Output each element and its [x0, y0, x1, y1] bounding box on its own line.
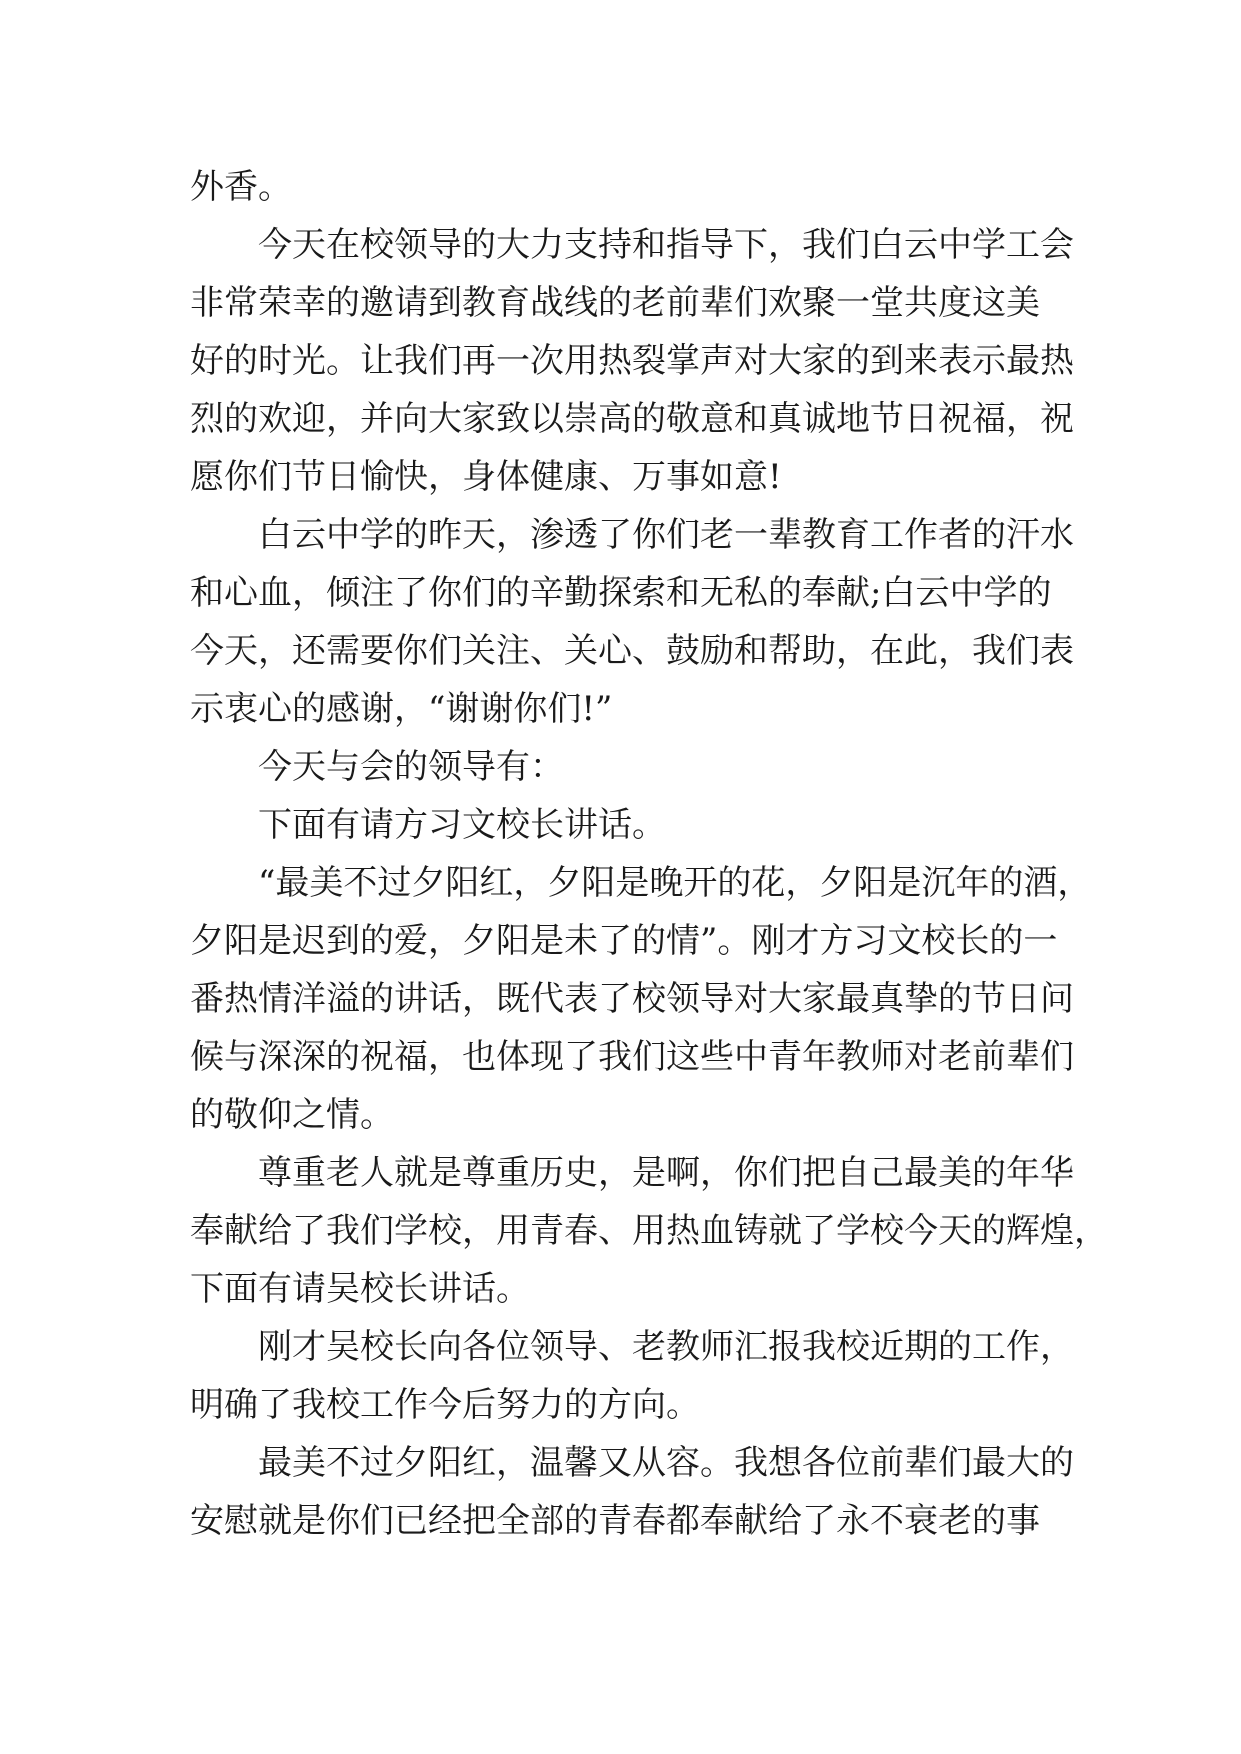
text-line: 外香。 — [190, 167, 292, 207]
text-line: 好的时光。让我们再一次用热裂掌声对大家的到来表示最热 — [190, 341, 1074, 381]
text-line: 白云中学的昨天，渗透了你们老一辈教育工作者的汗水 — [258, 515, 1074, 555]
text-line: 愿你们节日愉快，身体健康、万事如意! — [190, 457, 782, 497]
text-line: 下面有请吴校长讲话。 — [190, 1269, 530, 1309]
text-line: 奉献给了我们学校，用青春、用热血铸就了学校今天的辉煌， — [190, 1211, 1108, 1251]
text-line: 烈的欢迎，并向大家致以崇高的敬意和真诚地节日祝福，祝 — [190, 399, 1074, 439]
text-line: 明确了我校工作今后努力的方向。 — [190, 1385, 700, 1425]
text-line: 和心血，倾注了你们的辛勤探索和无私的奉献;白云中学的 — [190, 573, 1052, 613]
text-line: 今天，还需要你们关注、关心、鼓励和帮助，在此，我们表 — [190, 631, 1074, 671]
text-line: 刚才吴校长向各位领导、老教师汇报我校近期的工作， — [258, 1327, 1074, 1367]
text-line: “最美不过夕阳红，夕阳是晚开的花，夕阳是沉年的酒， — [258, 863, 1092, 903]
text-line: 非常荣幸的邀请到教育战线的老前辈们欢聚一堂共度这美 — [190, 283, 1040, 323]
text-line: 尊重老人就是尊重历史，是啊，你们把自己最美的年华 — [258, 1153, 1074, 1193]
text-line: 番热情洋溢的讲话，既代表了校领导对大家最真挚的节日问 — [190, 979, 1074, 1019]
text-line: 下面有请方习文校长讲话。 — [258, 805, 666, 845]
text-line: 候与深深的祝福，也体现了我们这些中青年教师对老前辈们 — [190, 1037, 1074, 1077]
text-line: 最美不过夕阳红，温馨又从容。我想各位前辈们最大的 — [258, 1443, 1074, 1483]
text-line: 示衷心的感谢，“谢谢你们!” — [190, 689, 613, 729]
text-line: 的敬仰之情。 — [190, 1095, 394, 1135]
text-line: 安慰就是你们已经把全部的青春都奉献给了永不衰老的事 — [190, 1501, 1040, 1541]
body-text — [190, 158, 1108, 1550]
text-line: 今天与会的领导有： — [258, 747, 564, 787]
text-line: 夕阳是迟到的爱，夕阳是未了的情”。刚才方习文校长的一 — [190, 921, 1058, 961]
text-line: 今天在校领导的大力支持和指导下，我们白云中学工会 — [258, 225, 1074, 265]
